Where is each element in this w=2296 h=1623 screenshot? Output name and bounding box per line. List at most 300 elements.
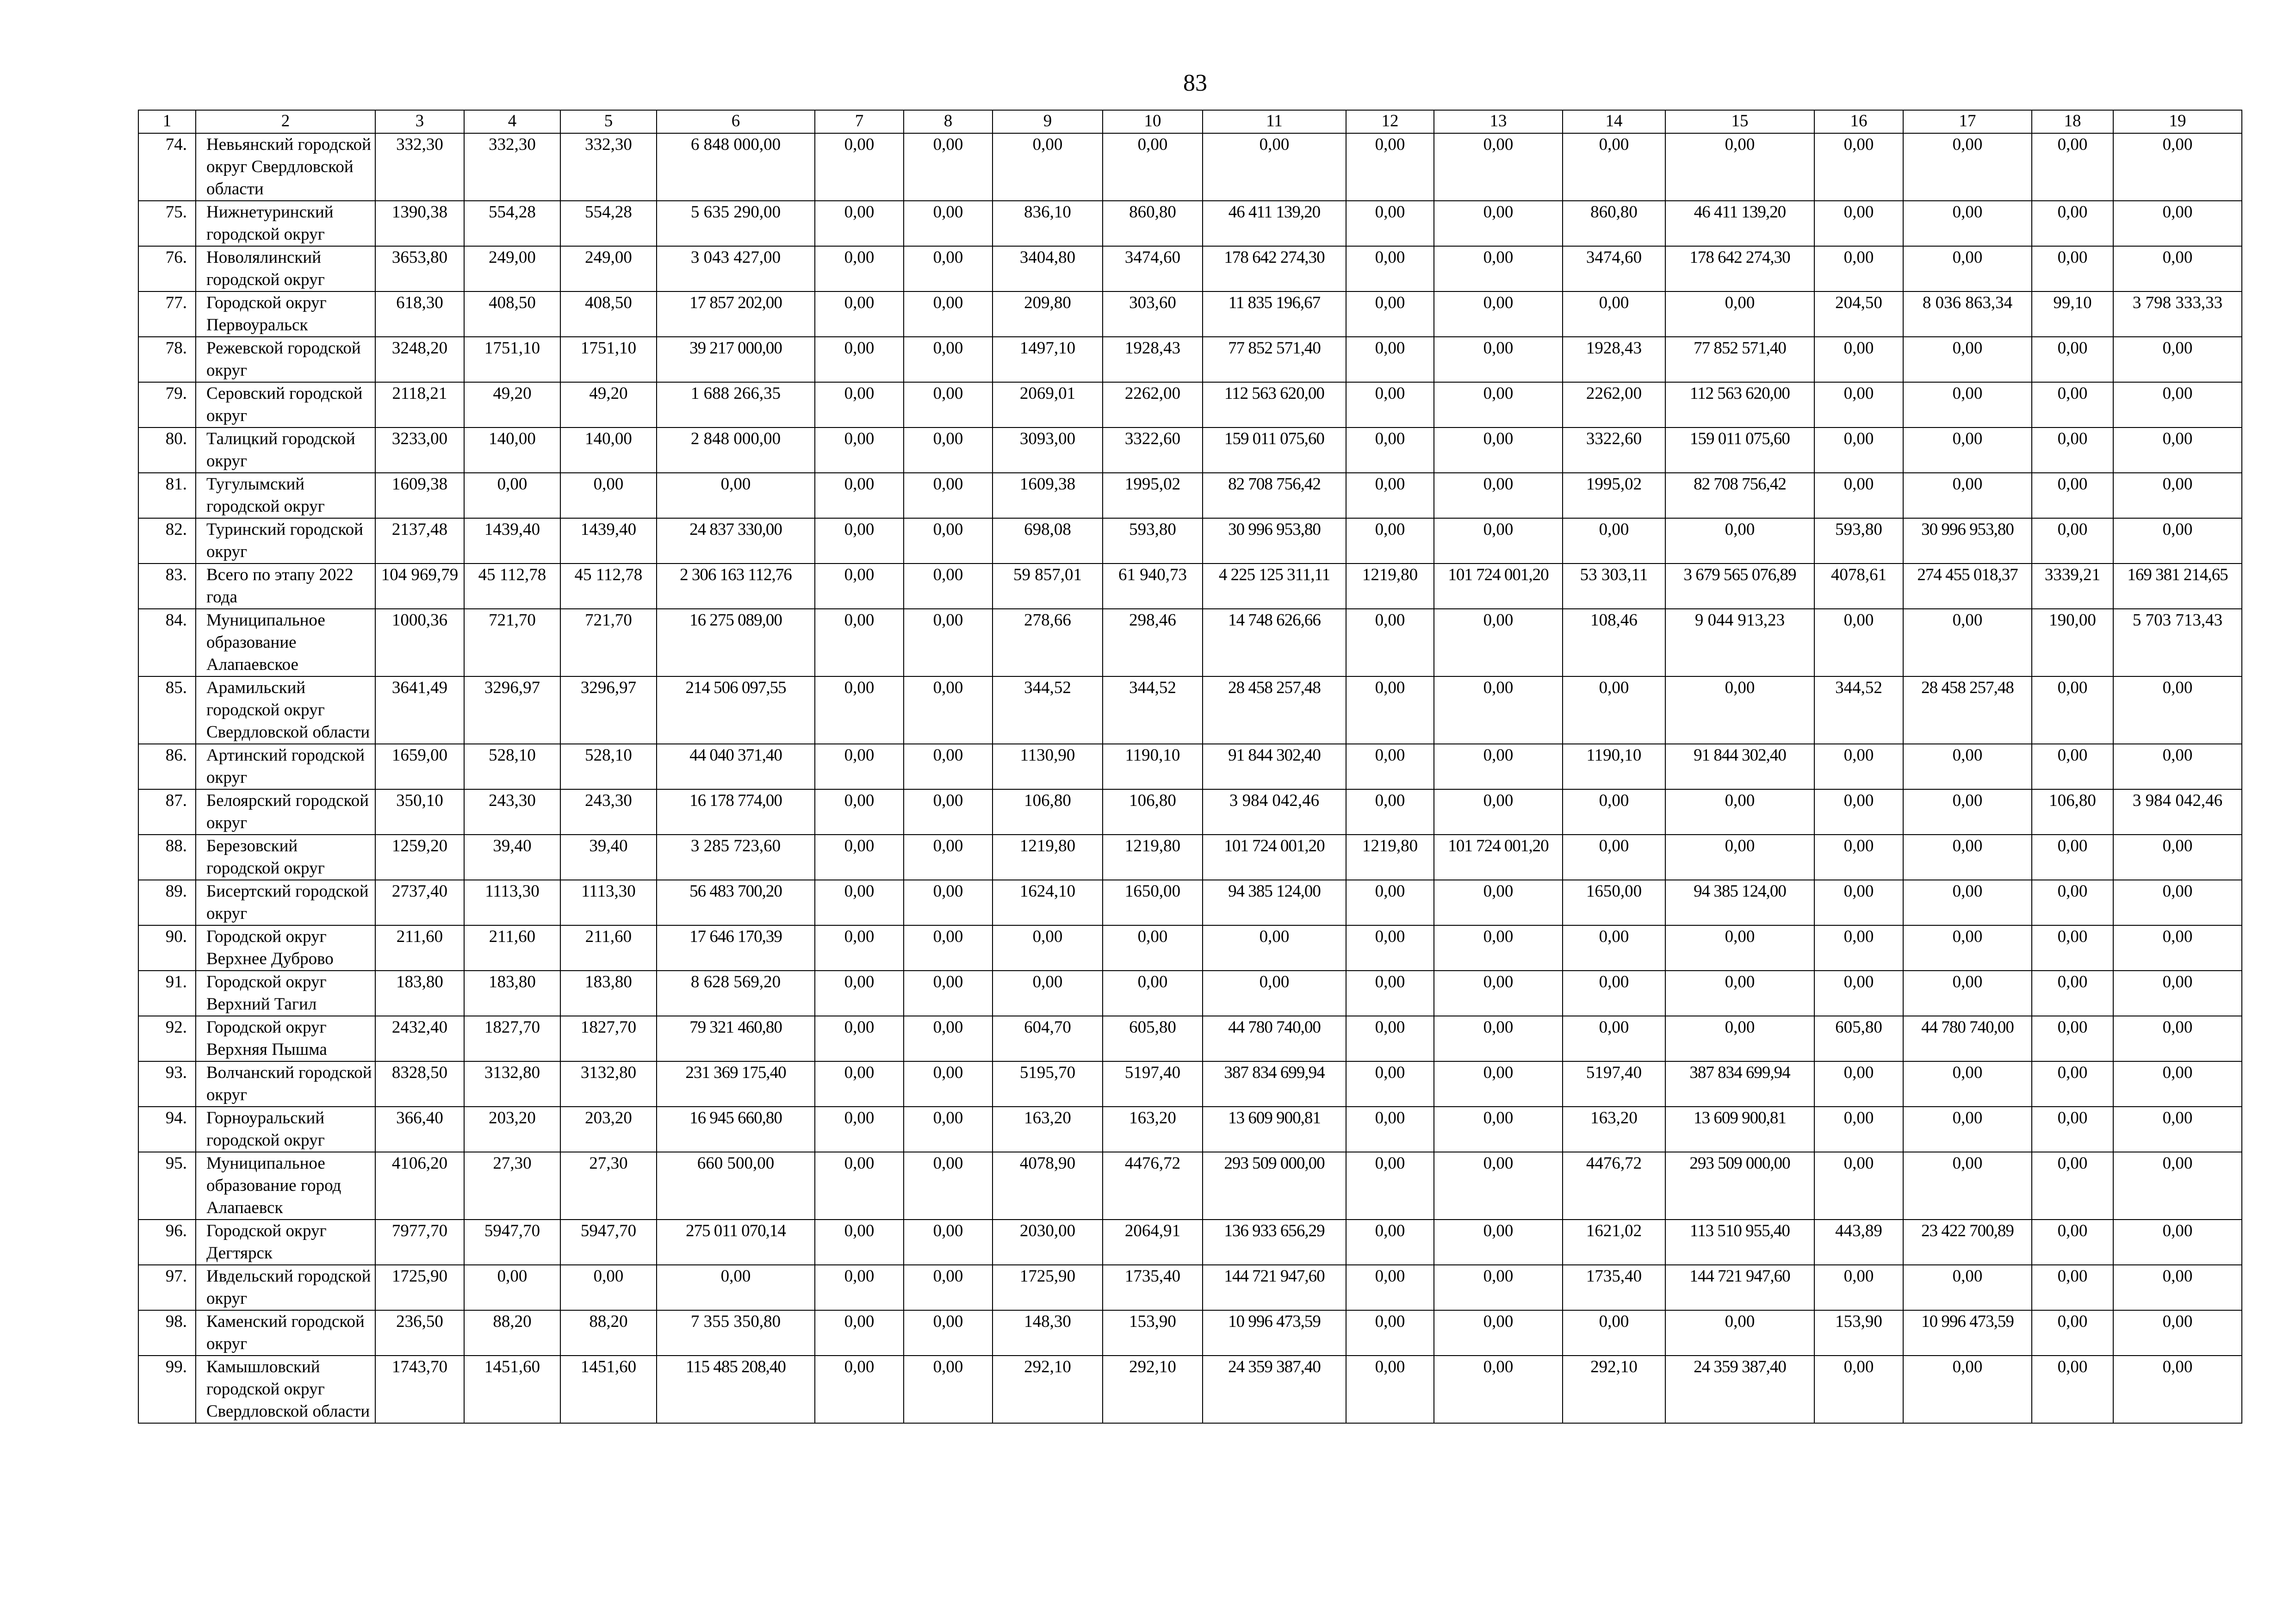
cell-col-12: 0,00: [1346, 1265, 1434, 1310]
cell-col-17: 44 780 740,00: [1903, 1016, 2032, 1061]
cell-col-11: 82 708 756,42: [1203, 473, 1346, 518]
cell-col-10: 344,52: [1103, 676, 1203, 744]
cell-col-3: 1259,20: [375, 835, 464, 880]
cell-col-12: 0,00: [1346, 337, 1434, 382]
cell-col-4: 49,20: [464, 382, 560, 427]
municipality-name: Городской округ Дегтярск: [196, 1220, 375, 1265]
cell-col-7: 0,00: [815, 1061, 904, 1107]
cell-col-12: 0,00: [1346, 676, 1434, 744]
cell-col-3: 350,10: [375, 789, 464, 835]
cell-col-4: 408,50: [464, 291, 560, 337]
column-header-6: 6: [657, 110, 815, 133]
table-row: [138, 473, 2242, 518]
cell-col-19: 0,00: [2113, 1220, 2242, 1265]
row-number: 75.: [138, 201, 196, 246]
municipality-name: Невьянский городской округ Свердловской области: [196, 133, 375, 201]
cell-col-18: 0,00: [2032, 925, 2113, 971]
row-number: 85.: [138, 676, 196, 744]
cell-col-17: 0,00: [1903, 382, 2032, 427]
cell-col-7: 0,00: [815, 1356, 904, 1423]
cell-col-10: 2262,00: [1103, 382, 1203, 427]
cell-col-13: 0,00: [1434, 1107, 1563, 1152]
cell-col-16: 0,00: [1814, 880, 1903, 925]
cell-col-18: 0,00: [2032, 246, 2113, 291]
cell-col-4: 39,40: [464, 835, 560, 880]
cell-col-5: 45 112,78: [560, 564, 657, 609]
cell-col-11: 293 509 000,00: [1203, 1152, 1346, 1220]
cell-col-15: 94 385 124,00: [1665, 880, 1814, 925]
cell-col-9: 0,00: [993, 971, 1103, 1016]
column-header-10: 10: [1103, 110, 1203, 133]
cell-col-17: 0,00: [1903, 1061, 2032, 1107]
cell-col-15: 13 609 900,81: [1665, 1107, 1814, 1152]
cell-col-18: 0,00: [2032, 971, 2113, 1016]
cell-col-9: 59 857,01: [993, 564, 1103, 609]
cell-col-7: 0,00: [815, 291, 904, 337]
cell-col-10: 298,46: [1103, 609, 1203, 676]
table-row: [138, 1016, 2242, 1061]
table-row: [138, 1356, 2242, 1423]
cell-col-14: 1995,02: [1563, 473, 1665, 518]
cell-col-6: 5 635 290,00: [657, 201, 815, 246]
cell-col-3: 1000,36: [375, 609, 464, 676]
municipality-name: Новолялинский городской округ: [196, 246, 375, 291]
cell-col-11: 4 225 125 311,11: [1203, 564, 1346, 609]
cell-col-4: 1751,10: [464, 337, 560, 382]
cell-col-14: 0,00: [1563, 518, 1665, 564]
cell-col-9: 1219,80: [993, 835, 1103, 880]
cell-col-9: 698,08: [993, 518, 1103, 564]
cell-col-15: 387 834 699,94: [1665, 1061, 1814, 1107]
cell-col-3: 1725,90: [375, 1265, 464, 1310]
cell-col-14: 3474,60: [1563, 246, 1665, 291]
cell-col-9: 1130,90: [993, 744, 1103, 789]
cell-col-17: 0,00: [1903, 1107, 2032, 1152]
cell-col-5: 27,30: [560, 1152, 657, 1220]
cell-col-18: 0,00: [2032, 1152, 2113, 1220]
cell-col-10: 163,20: [1103, 1107, 1203, 1152]
municipality-name: Березовский городской округ: [196, 835, 375, 880]
cell-col-15: 0,00: [1665, 971, 1814, 1016]
cell-col-8: 0,00: [904, 1265, 993, 1310]
cell-col-16: 0,00: [1814, 382, 1903, 427]
cell-col-19: 0,00: [2113, 1356, 2242, 1423]
cell-col-18: 0,00: [2032, 1356, 2113, 1423]
cell-col-18: 0,00: [2032, 744, 2113, 789]
table-row: [138, 518, 2242, 564]
cell-col-19: 0,00: [2113, 925, 2242, 971]
cell-col-9: 1624,10: [993, 880, 1103, 925]
cell-col-4: 211,60: [464, 925, 560, 971]
cell-col-18: 0,00: [2032, 1016, 2113, 1061]
cell-col-8: 0,00: [904, 1220, 993, 1265]
cell-col-16: 0,00: [1814, 246, 1903, 291]
cell-col-9: 2069,01: [993, 382, 1103, 427]
cell-col-8: 0,00: [904, 564, 993, 609]
cell-col-3: 3641,49: [375, 676, 464, 744]
cell-col-18: 0,00: [2032, 1220, 2113, 1265]
cell-col-14: 292,10: [1563, 1356, 1665, 1423]
cell-col-4: 5947,70: [464, 1220, 560, 1265]
row-number: 84.: [138, 609, 196, 676]
cell-col-19: 0,00: [2113, 880, 2242, 925]
table-body: [138, 133, 2242, 1423]
cell-col-16: 0,00: [1814, 789, 1903, 835]
cell-col-5: 211,60: [560, 925, 657, 971]
cell-col-17: 30 996 953,80: [1903, 518, 2032, 564]
cell-col-17: 10 996 473,59: [1903, 1310, 2032, 1356]
cell-col-18: 0,00: [2032, 337, 2113, 382]
municipality-name: Туринский городской округ: [196, 518, 375, 564]
cell-col-11: 28 458 257,48: [1203, 676, 1346, 744]
cell-col-11: 112 563 620,00: [1203, 382, 1346, 427]
cell-col-9: 0,00: [993, 133, 1103, 201]
cell-col-7: 0,00: [815, 518, 904, 564]
cell-col-13: 0,00: [1434, 291, 1563, 337]
cell-col-11: 0,00: [1203, 133, 1346, 201]
page-number: 83: [1183, 70, 1207, 96]
cell-col-6: 17 646 170,39: [657, 925, 815, 971]
table-row: [138, 925, 2242, 971]
cell-col-7: 0,00: [815, 1016, 904, 1061]
table-row: [138, 676, 2242, 744]
row-number: 97.: [138, 1265, 196, 1310]
cell-col-10: 605,80: [1103, 1016, 1203, 1061]
cell-col-16: 4078,61: [1814, 564, 1903, 609]
cell-col-14: 0,00: [1563, 789, 1665, 835]
cell-col-10: 1650,00: [1103, 880, 1203, 925]
cell-col-6: 16 275 089,00: [657, 609, 815, 676]
cell-col-12: 0,00: [1346, 609, 1434, 676]
cell-col-15: 77 852 571,40: [1665, 337, 1814, 382]
cell-col-4: 183,80: [464, 971, 560, 1016]
table-row: [138, 971, 2242, 1016]
cell-col-15: 0,00: [1665, 1310, 1814, 1356]
table-row: [138, 1265, 2242, 1310]
cell-col-4: 1113,30: [464, 880, 560, 925]
cell-col-19: 0,00: [2113, 1152, 2242, 1220]
cell-col-13: 0,00: [1434, 382, 1563, 427]
cell-col-19: 0,00: [2113, 246, 2242, 291]
cell-col-16: 0,00: [1814, 201, 1903, 246]
cell-col-19: 5 703 713,43: [2113, 609, 2242, 676]
cell-col-11: 91 844 302,40: [1203, 744, 1346, 789]
cell-col-6: 8 628 569,20: [657, 971, 815, 1016]
cell-col-5: 249,00: [560, 246, 657, 291]
municipality-name: Арамильский городской округ Свердловской области: [196, 676, 375, 744]
row-number: 98.: [138, 1310, 196, 1356]
cell-col-8: 0,00: [904, 609, 993, 676]
cell-col-11: 0,00: [1203, 925, 1346, 971]
cell-col-9: 5195,70: [993, 1061, 1103, 1107]
table-row: [138, 564, 2242, 609]
municipality-name: Каменский городской округ: [196, 1310, 375, 1356]
cell-col-10: 0,00: [1103, 133, 1203, 201]
cell-col-11: 178 642 274,30: [1203, 246, 1346, 291]
column-header-3: 3: [375, 110, 464, 133]
cell-col-9: 604,70: [993, 1016, 1103, 1061]
cell-col-16: 593,80: [1814, 518, 1903, 564]
column-header-2: 2: [196, 110, 375, 133]
cell-col-9: 4078,90: [993, 1152, 1103, 1220]
cell-col-14: 5197,40: [1563, 1061, 1665, 1107]
cell-col-7: 0,00: [815, 427, 904, 473]
cell-col-14: 1190,10: [1563, 744, 1665, 789]
cell-col-17: 0,00: [1903, 337, 2032, 382]
cell-col-6: 660 500,00: [657, 1152, 815, 1220]
cell-col-11: 77 852 571,40: [1203, 337, 1346, 382]
column-header-19: 19: [2113, 110, 2242, 133]
municipality-name: Режевской городской округ: [196, 337, 375, 382]
municipality-name: Волчанский городской округ: [196, 1061, 375, 1107]
cell-col-3: 332,30: [375, 133, 464, 201]
cell-col-5: 3132,80: [560, 1061, 657, 1107]
cell-col-14: 1650,00: [1563, 880, 1665, 925]
row-number: 78.: [138, 337, 196, 382]
cell-col-12: 1219,80: [1346, 835, 1434, 880]
municipality-name: Тугулымский городской округ: [196, 473, 375, 518]
cell-col-15: 46 411 139,20: [1665, 201, 1814, 246]
cell-col-14: 0,00: [1563, 133, 1665, 201]
cell-col-17: 0,00: [1903, 201, 2032, 246]
cell-col-6: 6 848 000,00: [657, 133, 815, 201]
cell-col-10: 153,90: [1103, 1310, 1203, 1356]
cell-col-4: 3132,80: [464, 1061, 560, 1107]
cell-col-8: 0,00: [904, 1152, 993, 1220]
cell-col-15: 0,00: [1665, 291, 1814, 337]
cell-col-11: 13 609 900,81: [1203, 1107, 1346, 1152]
cell-col-7: 0,00: [815, 1107, 904, 1152]
cell-col-13: 0,00: [1434, 1152, 1563, 1220]
cell-col-8: 0,00: [904, 473, 993, 518]
cell-col-4: 203,20: [464, 1107, 560, 1152]
row-number: 95.: [138, 1152, 196, 1220]
cell-col-15: 82 708 756,42: [1665, 473, 1814, 518]
cell-col-4: 554,28: [464, 201, 560, 246]
table-row: [138, 1310, 2242, 1356]
cell-col-8: 0,00: [904, 971, 993, 1016]
cell-col-19: 0,00: [2113, 1061, 2242, 1107]
cell-col-4: 0,00: [464, 1265, 560, 1310]
table-row: [138, 835, 2242, 880]
cell-col-17: 0,00: [1903, 1356, 2032, 1423]
municipality-name: Ивдельский городской округ: [196, 1265, 375, 1310]
cell-col-18: 0,00: [2032, 133, 2113, 201]
cell-col-15: 113 510 955,40: [1665, 1220, 1814, 1265]
cell-col-11: 159 011 075,60: [1203, 427, 1346, 473]
cell-col-12: 0,00: [1346, 971, 1434, 1016]
row-number: 80.: [138, 427, 196, 473]
cell-col-16: 605,80: [1814, 1016, 1903, 1061]
cell-col-15: 24 359 387,40: [1665, 1356, 1814, 1423]
cell-col-12: 0,00: [1346, 789, 1434, 835]
municipality-name: Городской округ Первоуральск: [196, 291, 375, 337]
cell-col-11: 11 835 196,67: [1203, 291, 1346, 337]
cell-col-3: 3248,20: [375, 337, 464, 382]
cell-col-7: 0,00: [815, 133, 904, 201]
cell-col-15: 159 011 075,60: [1665, 427, 1814, 473]
cell-col-12: 0,00: [1346, 1356, 1434, 1423]
column-header-15: 15: [1665, 110, 1814, 133]
row-number: 83.: [138, 564, 196, 609]
cell-col-8: 0,00: [904, 789, 993, 835]
cell-col-5: 1113,30: [560, 880, 657, 925]
cell-col-16: 0,00: [1814, 133, 1903, 201]
cell-col-16: 0,00: [1814, 1107, 1903, 1152]
cell-col-10: 106,80: [1103, 789, 1203, 835]
cell-col-3: 183,80: [375, 971, 464, 1016]
cell-col-6: 0,00: [657, 1265, 815, 1310]
cell-col-5: 554,28: [560, 201, 657, 246]
table-row: [138, 744, 2242, 789]
cell-col-8: 0,00: [904, 1061, 993, 1107]
table-row: [138, 880, 2242, 925]
cell-col-19: 0,00: [2113, 676, 2242, 744]
table-row: [138, 337, 2242, 382]
cell-col-6: 7 355 350,80: [657, 1310, 815, 1356]
cell-col-12: 0,00: [1346, 518, 1434, 564]
table-row: [138, 427, 2242, 473]
cell-col-13: 0,00: [1434, 609, 1563, 676]
cell-col-9: 836,10: [993, 201, 1103, 246]
table-row: [138, 789, 2242, 835]
cell-col-10: 0,00: [1103, 925, 1203, 971]
municipality-name: Белоярский городской округ: [196, 789, 375, 835]
cell-col-9: 2030,00: [993, 1220, 1103, 1265]
cell-col-10: 4476,72: [1103, 1152, 1203, 1220]
cell-col-15: 144 721 947,60: [1665, 1265, 1814, 1310]
cell-col-5: 203,20: [560, 1107, 657, 1152]
municipality-name: Городской округ Верхняя Пышма: [196, 1016, 375, 1061]
cell-col-18: 0,00: [2032, 201, 2113, 246]
table-row: [138, 201, 2242, 246]
cell-col-13: 0,00: [1434, 1061, 1563, 1107]
cell-col-9: 1725,90: [993, 1265, 1103, 1310]
cell-col-13: 101 724 001,20: [1434, 835, 1563, 880]
column-header-11: 11: [1203, 110, 1346, 133]
cell-col-16: 0,00: [1814, 427, 1903, 473]
cell-col-14: 0,00: [1563, 1016, 1665, 1061]
cell-col-19: 0,00: [2113, 1310, 2242, 1356]
cell-col-3: 618,30: [375, 291, 464, 337]
cell-col-12: 0,00: [1346, 201, 1434, 246]
cell-col-13: 0,00: [1434, 201, 1563, 246]
cell-col-13: 0,00: [1434, 427, 1563, 473]
cell-col-3: 3233,00: [375, 427, 464, 473]
cell-col-3: 211,60: [375, 925, 464, 971]
cell-col-18: 99,10: [2032, 291, 2113, 337]
cell-col-16: 0,00: [1814, 744, 1903, 789]
cell-col-4: 332,30: [464, 133, 560, 201]
cell-col-14: 0,00: [1563, 971, 1665, 1016]
cell-col-8: 0,00: [904, 1016, 993, 1061]
cell-col-18: 106,80: [2032, 789, 2113, 835]
cell-col-3: 2432,40: [375, 1016, 464, 1061]
cell-col-6: 231 369 175,40: [657, 1061, 815, 1107]
cell-col-5: 332,30: [560, 133, 657, 201]
municipality-name: Бисертский городской округ: [196, 880, 375, 925]
row-number: 74.: [138, 133, 196, 201]
cell-col-19: 0,00: [2113, 1265, 2242, 1310]
cell-col-6: 0,00: [657, 473, 815, 518]
row-number: 96.: [138, 1220, 196, 1265]
cell-col-6: 16 178 774,00: [657, 789, 815, 835]
cell-col-15: 91 844 302,40: [1665, 744, 1814, 789]
cell-col-8: 0,00: [904, 1356, 993, 1423]
cell-col-17: 0,00: [1903, 1265, 2032, 1310]
cell-col-13: 101 724 001,20: [1434, 564, 1563, 609]
cell-col-12: 1219,80: [1346, 564, 1434, 609]
cell-col-16: 153,90: [1814, 1310, 1903, 1356]
cell-col-17: 0,00: [1903, 133, 2032, 201]
column-header-5: 5: [560, 110, 657, 133]
row-number: 76.: [138, 246, 196, 291]
cell-col-12: 0,00: [1346, 1107, 1434, 1152]
cell-col-19: 0,00: [2113, 835, 2242, 880]
cell-col-7: 0,00: [815, 835, 904, 880]
cell-col-9: 163,20: [993, 1107, 1103, 1152]
cell-col-13: 0,00: [1434, 1220, 1563, 1265]
cell-col-8: 0,00: [904, 133, 993, 201]
cell-col-7: 0,00: [815, 609, 904, 676]
cell-col-3: 1390,38: [375, 201, 464, 246]
cell-col-17: 0,00: [1903, 427, 2032, 473]
cell-col-14: 53 303,11: [1563, 564, 1665, 609]
municipality-name: Муниципальное образование Алапаевское: [196, 609, 375, 676]
cell-col-13: 0,00: [1434, 789, 1563, 835]
cell-col-11: 144 721 947,60: [1203, 1265, 1346, 1310]
cell-col-11: 3 984 042,46: [1203, 789, 1346, 835]
cell-col-15: 0,00: [1665, 835, 1814, 880]
cell-col-5: 0,00: [560, 473, 657, 518]
cell-col-17: 0,00: [1903, 609, 2032, 676]
cell-col-17: 8 036 863,34: [1903, 291, 2032, 337]
cell-col-3: 1659,00: [375, 744, 464, 789]
cell-col-16: 0,00: [1814, 609, 1903, 676]
cell-col-11: 14 748 626,66: [1203, 609, 1346, 676]
cell-col-19: 0,00: [2113, 337, 2242, 382]
cell-col-13: 0,00: [1434, 971, 1563, 1016]
cell-col-3: 1609,38: [375, 473, 464, 518]
cell-col-12: 0,00: [1346, 880, 1434, 925]
cell-col-19: 3 798 333,33: [2113, 291, 2242, 337]
cell-col-5: 39,40: [560, 835, 657, 880]
cell-col-7: 0,00: [815, 246, 904, 291]
cell-col-5: 49,20: [560, 382, 657, 427]
table-row: [138, 246, 2242, 291]
cell-col-18: 0,00: [2032, 1310, 2113, 1356]
cell-col-17: 23 422 700,89: [1903, 1220, 2032, 1265]
cell-col-13: 0,00: [1434, 676, 1563, 744]
cell-col-6: 17 857 202,00: [657, 291, 815, 337]
cell-col-3: 3653,80: [375, 246, 464, 291]
cell-col-6: 2 848 000,00: [657, 427, 815, 473]
cell-col-13: 0,00: [1434, 133, 1563, 201]
cell-col-19: 0,00: [2113, 744, 2242, 789]
cell-col-14: 0,00: [1563, 1310, 1665, 1356]
cell-col-10: 860,80: [1103, 201, 1203, 246]
header-row: [138, 110, 2242, 133]
cell-col-4: 1827,70: [464, 1016, 560, 1061]
cell-col-12: 0,00: [1346, 133, 1434, 201]
cell-col-6: 79 321 460,80: [657, 1016, 815, 1061]
cell-col-6: 24 837 330,00: [657, 518, 815, 564]
cell-col-15: 0,00: [1665, 676, 1814, 744]
cell-col-15: 178 642 274,30: [1665, 246, 1814, 291]
row-number: 79.: [138, 382, 196, 427]
cell-col-16: 0,00: [1814, 1356, 1903, 1423]
cell-col-3: 7977,70: [375, 1220, 464, 1265]
